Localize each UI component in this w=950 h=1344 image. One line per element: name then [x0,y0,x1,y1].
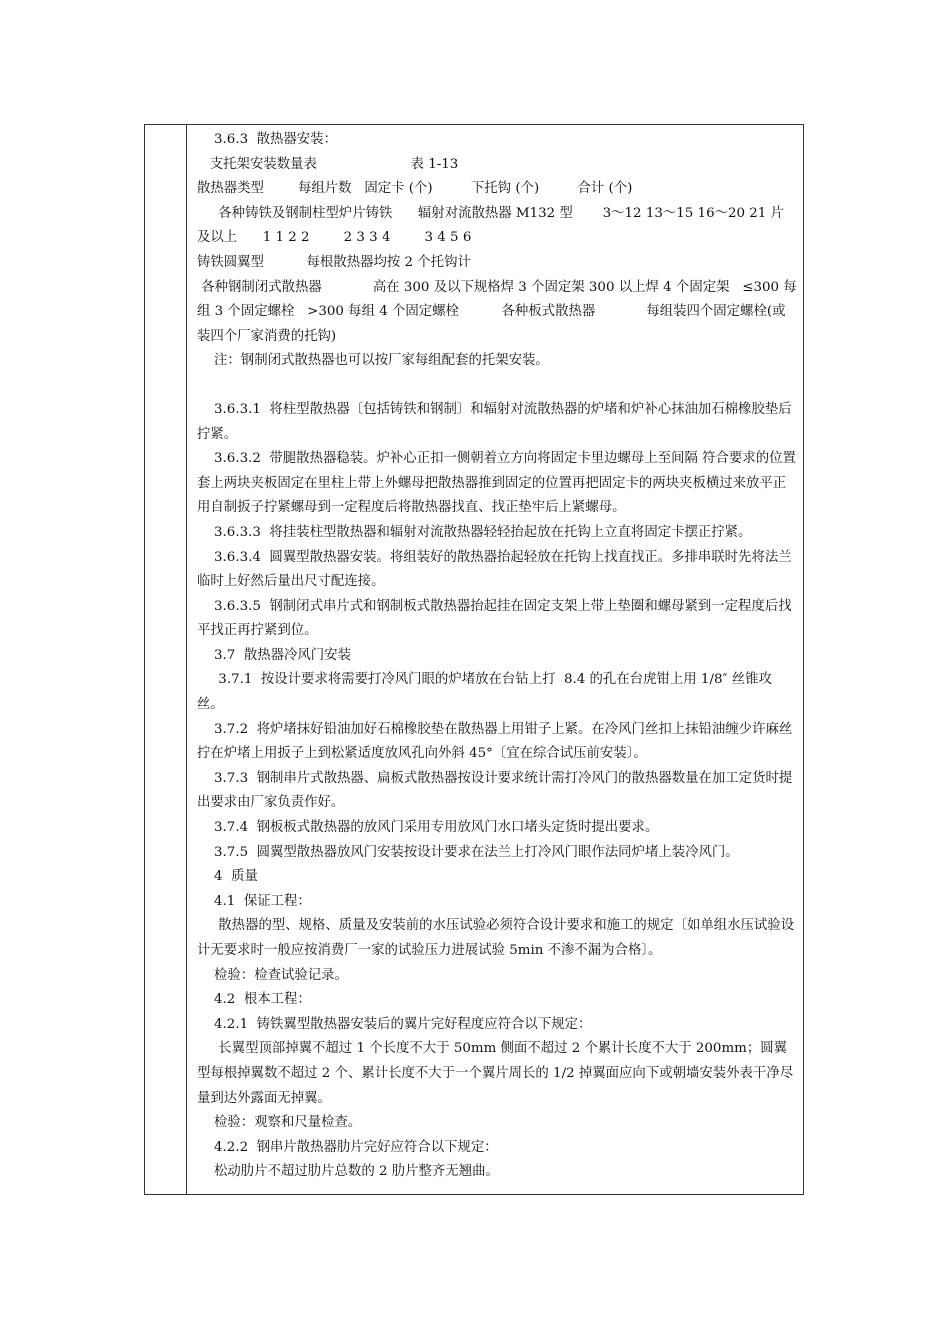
text-line: 3.7.2 将炉堵抹好铅油加好石棉橡胶垫在散热器上用钳子上紧。在冷风门丝扣上抹铅油缠少许麻丝拧在炉堵上用扳子上到松紧适度放风孔向外斜 45°〔宜在综合试压前安装〕。 [197,721,793,762]
text-line: 注：钢制闭式散热器也可以按厂家每组配套的托架安装。 [197,353,549,369]
text-line: 3.7.3 钢制串片式散热器、扁板式散热器按设计要求统计需打冷风门的散热器数量在加工定货时提出要求由厂家负责作好。 [197,770,793,811]
document-body [197,128,797,1185]
text-line: 支托架安装数量表 表 1-13 [197,156,459,172]
text-line: 检验：观察和尺量检查。 [197,1115,362,1131]
text-line: 3.7.5 圆翼型散热器放风门安装按设计要求在法兰上打冷风门眼作法同炉堵上装冷风门。 [197,844,739,860]
text-line: 3.6.3.1 将柱型散热器〔包括铸铁和钢制〕和辐射对流散热器的炉堵和炉补心抹油加石棉橡胶垫后拧紧。 [197,401,792,442]
text-line: 4.2.2 钢串片散热器肋片完好应符合以下规定： [197,1139,498,1155]
text-line: 铸铁圆翼型 每根散热器均按 2 个托钩计 [197,254,471,270]
text-line: 检验：检查试验记录。 [197,967,348,983]
text-line: 3.7.4 钢板板式散热器的放风门采用专用放风门水口堵头定货时提出要求。 [197,820,659,836]
text-line: 散热器的型、规格、质量及安装前的水压试验必须符合设计要求和施工的规定〔如单组水压试验设计无要求时一般应按消费厂一家的试验压力进展试验 5min 不渗不漏为合格〕。 [197,918,795,958]
text-line: 长翼型顶部掉翼不超过 1 个长度不大于 50mm 侧面不超过 2 个累计长度不大于 200mm；圆翼型每根掉翼数不超过 2 个、累计长度不大于一个翼片周长的 1/2 掉翼面应向下或朝墙安装外表干净尽量到达外露面无掉翼。 [197,1041,794,1106]
text-line: 4.2 根本工程： [197,992,311,1008]
blank-line [197,374,797,398]
table-left-column [145,125,187,1194]
text-line: 3.6.3.3 将挂装柱型散热器和辐射对流散热器轻轻抬起放在托钩上立直将固定卡摆正拧紧。 [197,524,752,540]
document-table [144,124,804,1195]
text-line: 3.6.3.4 圆翼型散热器安装。将组装好的散热器抬起轻放在托钩上找直找正。多排串联时先将法兰临时上好然后量出尺寸配连接。 [197,549,792,590]
text-line: 3.7.1 按设计要求将需要打冷风门眼的炉堵放在台钻上打 8.4 的孔在台虎钳上用 1/8″ 丝锥攻丝。 [197,672,772,713]
text-line: 4.1 保证工程： [197,893,311,909]
text-line: 3.6.3 散热器安装： [197,132,337,147]
text-line: 3.6.3.5 钢制闭式串片式和钢制板式散热器抬起挂在固定支架上带上垫圈和螺母紧到一定程度后找平找正再拧紧到位。 [197,598,792,639]
text-line: 4 质量 [197,869,258,885]
text-line: 散热器类型 每组片数 固定卡 (个) 下托钩 (个) 合计 (个) [197,181,633,197]
text-line: 各种钢制闭式散热器 高在 300 及以下规格焊 3 个固定架 300 以上焊 4 个固定架 ≤300 每组 3 个固定螺栓 >300 每组 4 个固定螺栓 各种板式散热器 每组装四个固定螺栓(或装四个厂家消费的托钩) [197,279,797,344]
text-line: 4.2.1 铸铁翼型散热器安装后的翼片完好程度应符合以下规定： [197,1016,592,1032]
text-line: 3.7 散热器冷风门安装 [197,647,351,663]
text-line: 各种铸铁及钢制柱型炉片铸铁 辐射对流散热器 M132 型 3～12 13～15 16～20 21 片及以上 1 1 2 2 2 3 3 4 3 4 5 6 [197,205,784,246]
text-line: 松动肋片不超过肋片总数的 2 肋片整齐无翘曲。 [197,1164,499,1180]
text-line: 3.6.3.2 带腿散热器稳装。炉补心正扣一侧朝着立方向将固定卡里边螺母上至间隔 符合要求的位置套上两块夹板固定在里柱上带上外螺母把散热器推到固定的位置再把固定卡的两块夹板横过来放平正用自制扳子拧紧螺母到一定程度后将散热器找直、找正垫牢后上紧螺母。 [197,451,796,516]
